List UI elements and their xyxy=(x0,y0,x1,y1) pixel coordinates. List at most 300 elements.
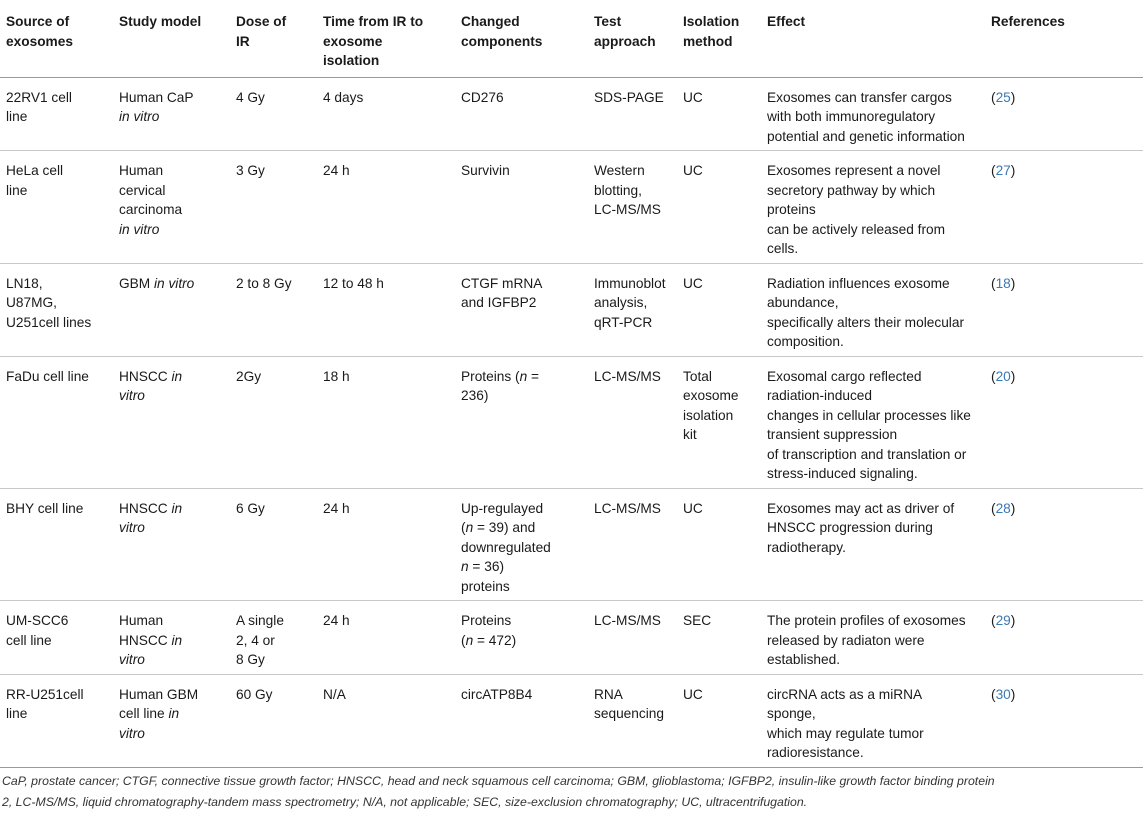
cell-text: ( xyxy=(991,500,996,516)
table-row xyxy=(0,488,1143,601)
italic-text: vitro xyxy=(119,520,145,535)
cell-line xyxy=(236,650,311,670)
cell-line xyxy=(119,650,224,670)
cell-test-approach xyxy=(588,601,677,675)
cell-text: cervical xyxy=(119,182,166,198)
cell-line xyxy=(119,685,224,705)
cell-text: circATP8B4 xyxy=(461,686,533,702)
cell-references xyxy=(985,674,1143,767)
cell-text: ) xyxy=(1010,275,1016,291)
cell-text: Western xyxy=(594,163,645,178)
cell-text: of transcription and translation or xyxy=(767,446,967,462)
header-text: Source of xyxy=(6,14,70,29)
cell-text: Exosomes can transfer cargos xyxy=(767,89,952,105)
cell-text: 4 Gy xyxy=(236,89,265,105)
cell-line xyxy=(683,88,755,108)
cell-test-approach xyxy=(588,77,677,151)
cell-changed-components xyxy=(455,151,588,264)
italic-text: in vitro xyxy=(153,275,195,291)
cell-line xyxy=(991,161,1137,181)
cell-line xyxy=(767,425,979,445)
cell-text: ( xyxy=(991,89,996,105)
cell-text: UC xyxy=(683,500,703,516)
cell-changed-components xyxy=(455,356,588,488)
cell-text: LC-MS/MS xyxy=(594,500,661,516)
cell-study-model xyxy=(113,488,230,601)
cell-text: = 472) xyxy=(473,632,517,648)
cell-text: Exosomes may act as driver of xyxy=(767,500,955,516)
cell-test-approach xyxy=(588,151,677,264)
cell-effect xyxy=(761,674,985,767)
header-text: Test xyxy=(594,14,622,29)
cell-text: 60 Gy xyxy=(236,686,273,702)
cell-line xyxy=(6,499,107,519)
column-header-test-approach xyxy=(588,0,677,77)
cell-line xyxy=(991,685,1137,705)
cell-text: = xyxy=(527,368,539,384)
cell-line xyxy=(236,274,311,294)
reference-link[interactable]: 25 xyxy=(995,89,1011,105)
cell-line xyxy=(683,611,755,631)
cell-text: LC-MS/MS xyxy=(594,202,661,217)
cell-text: sequencing xyxy=(594,706,665,721)
cell-line xyxy=(119,518,224,538)
cell-text: qRT-PCR xyxy=(594,314,653,330)
cell-time-to-isolation xyxy=(317,601,455,675)
cell-text: Proteins xyxy=(461,613,512,628)
cell-dose-of-ir xyxy=(230,356,317,488)
cell-study-model xyxy=(113,151,230,264)
cell-text: RNA xyxy=(594,686,623,702)
cell-study-model xyxy=(113,601,230,675)
cell-effect xyxy=(761,263,985,356)
cell-isolation-method xyxy=(677,356,761,488)
cell-line xyxy=(767,181,979,201)
cell-text: released by radiaton were xyxy=(767,632,925,648)
cell-text: line xyxy=(6,109,28,124)
cell-line xyxy=(6,107,107,127)
cell-changed-components xyxy=(455,77,588,151)
cell-text: UC xyxy=(683,89,703,105)
italic-text: in xyxy=(171,368,183,384)
cell-time-to-isolation xyxy=(317,263,455,356)
cell-text: Proteins ( xyxy=(461,368,520,384)
cell-line xyxy=(461,499,582,519)
cell-line xyxy=(236,88,311,108)
cell-line xyxy=(119,724,224,744)
cell-study-model xyxy=(113,674,230,767)
cell-line xyxy=(6,293,107,313)
cell-text: sponge, xyxy=(767,706,816,721)
italic-text: in xyxy=(171,500,183,516)
cell-text: stress-induced signaling. xyxy=(767,466,918,481)
cell-line xyxy=(767,332,979,352)
cell-text: with both immunoregulatory xyxy=(767,109,936,124)
table-footnote xyxy=(0,771,1135,813)
header-text: approach xyxy=(594,33,656,49)
cell-line xyxy=(767,107,979,127)
column-header-source-of-exosomes xyxy=(0,0,113,77)
cell-text: circRNA acts as a miRNA xyxy=(767,686,923,702)
cell-text: 2 to 8 Gy xyxy=(236,275,292,291)
cell-line xyxy=(767,743,979,763)
cell-changed-components xyxy=(455,488,588,601)
header-text: Time from IR to xyxy=(323,14,424,29)
cell-line xyxy=(991,499,1137,519)
cell-line xyxy=(119,367,224,387)
cell-line xyxy=(119,631,224,651)
cell-line xyxy=(119,611,224,631)
cell-text: FaDu cell line xyxy=(6,368,89,384)
cell-line xyxy=(6,274,107,294)
cell-line xyxy=(767,518,979,538)
column-header-dose-of-ir xyxy=(230,0,317,77)
cell-text: Human CaP xyxy=(119,89,194,105)
cell-line xyxy=(323,88,449,108)
cell-text: U251cell lines xyxy=(6,314,92,330)
cell-study-model xyxy=(113,263,230,356)
cell-line xyxy=(461,557,582,577)
table-row xyxy=(0,601,1143,675)
cell-line xyxy=(767,538,979,558)
cell-text: changes in cellular processes like xyxy=(767,407,971,423)
cell-line xyxy=(119,200,224,220)
cell-text: cell line xyxy=(6,632,52,648)
footnote-line: 2, LC-MS/MS, liquid chromatography-tandem mass spectrometry; N/A, not applicable; SEC, size-exclusion chromatography; UC, ultracentrifugation. xyxy=(2,795,808,809)
cell-text: BHY cell line xyxy=(6,500,84,516)
cell-line xyxy=(767,220,979,240)
cell-references xyxy=(985,151,1143,264)
cell-text: 3 Gy xyxy=(236,163,265,178)
header-text: Study model xyxy=(119,14,202,29)
cell-line xyxy=(236,685,311,705)
cell-references xyxy=(985,263,1143,356)
cell-line xyxy=(6,704,107,724)
italic-text: in vitro xyxy=(119,109,160,124)
cell-line xyxy=(594,313,671,333)
cell-text: LC-MS/MS xyxy=(594,368,661,384)
cell-line xyxy=(767,724,979,744)
header-text: isolation xyxy=(323,53,380,68)
cell-text: HNSCC progression during xyxy=(767,520,933,535)
cell-text: HNSCC xyxy=(119,632,172,648)
reference-link[interactable]: 27 xyxy=(995,163,1011,178)
cell-source-of-exosomes xyxy=(0,356,113,488)
cell-line xyxy=(594,161,671,181)
cell-text: A single xyxy=(236,613,284,628)
cell-text: UC xyxy=(683,163,703,178)
cell-line xyxy=(461,367,582,387)
cell-line xyxy=(119,274,224,294)
cell-line xyxy=(6,313,107,333)
cell-line xyxy=(6,181,107,201)
cell-text: which may regulate tumor xyxy=(767,725,924,741)
cell-line xyxy=(594,293,671,313)
cell-text: SDS-PAGE xyxy=(594,89,664,105)
cell-text: ( xyxy=(991,275,996,291)
reference-link[interactable]: 29 xyxy=(995,613,1011,628)
cell-isolation-method xyxy=(677,488,761,601)
cell-study-model xyxy=(113,356,230,488)
cell-effect xyxy=(761,488,985,601)
cell-text: radioresistance. xyxy=(767,745,864,760)
cell-text: abundance, xyxy=(767,295,839,310)
cell-text: Survivin xyxy=(461,163,510,178)
cell-line xyxy=(119,704,224,724)
cell-line xyxy=(683,425,755,445)
cell-line xyxy=(991,274,1137,294)
cell-line xyxy=(683,386,755,406)
table-header xyxy=(0,0,1143,77)
cell-text: exosome xyxy=(683,388,739,403)
header-text: exosome xyxy=(323,33,383,49)
cell-line xyxy=(323,274,449,294)
italic-text: in xyxy=(168,706,180,721)
reference-link[interactable]: 30 xyxy=(995,686,1011,702)
cell-line xyxy=(767,406,979,426)
cell-text: ) xyxy=(1010,163,1016,178)
cell-isolation-method xyxy=(677,601,761,675)
cell-line xyxy=(6,367,107,387)
cell-line xyxy=(323,685,449,705)
cell-text: can be actively released from xyxy=(767,221,946,237)
italic-text: n xyxy=(465,520,474,535)
cell-line xyxy=(767,386,979,406)
cell-line xyxy=(767,499,979,519)
cell-line xyxy=(6,88,107,108)
column-header-time-to-isolation xyxy=(317,0,455,77)
cell-line xyxy=(461,685,582,705)
cell-changed-components xyxy=(455,601,588,675)
column-header-effect xyxy=(761,0,985,77)
cell-text: 24 h xyxy=(323,163,350,178)
cell-text: SEC xyxy=(683,613,712,628)
cell-line xyxy=(323,611,449,631)
cell-dose-of-ir xyxy=(230,151,317,264)
cell-line xyxy=(767,274,979,294)
cell-text: UC xyxy=(683,686,703,702)
cell-references xyxy=(985,488,1143,601)
reference-link[interactable]: 20 xyxy=(995,368,1011,384)
cell-text: composition. xyxy=(767,334,844,349)
cell-text: LC-MS/MS xyxy=(594,613,661,628)
cell-line xyxy=(594,499,671,519)
cell-test-approach xyxy=(588,263,677,356)
header-text: Effect xyxy=(767,14,806,29)
cell-text: GBM xyxy=(119,275,154,291)
cell-line xyxy=(594,685,671,705)
cell-test-approach xyxy=(588,356,677,488)
cell-line xyxy=(236,367,311,387)
cell-line xyxy=(594,367,671,387)
header-text: References xyxy=(991,14,1065,29)
cell-text: ) xyxy=(1010,89,1016,105)
cell-line xyxy=(119,386,224,406)
table-body xyxy=(0,77,1143,767)
cell-text: CD276 xyxy=(461,89,504,105)
cell-line xyxy=(683,274,755,294)
cell-line xyxy=(236,631,311,651)
cell-text: cell line xyxy=(119,706,169,721)
cell-source-of-exosomes xyxy=(0,151,113,264)
cell-text: 22RV1 cell xyxy=(6,89,72,105)
cell-text: downregulated xyxy=(461,539,551,555)
cell-line xyxy=(461,293,582,313)
cell-text: ( xyxy=(991,686,996,702)
cell-line xyxy=(6,161,107,181)
cell-line xyxy=(767,293,979,313)
table-row xyxy=(0,77,1143,151)
cell-line xyxy=(767,704,979,724)
cell-text: radiotherapy. xyxy=(767,539,846,555)
cell-changed-components xyxy=(455,674,588,767)
cell-line xyxy=(119,220,224,240)
cell-text: Human xyxy=(119,163,164,178)
cell-text: line xyxy=(6,706,28,721)
cell-line xyxy=(767,313,979,333)
cell-text: potential and genetic information xyxy=(767,128,965,144)
cell-text: HNSCC xyxy=(119,500,172,516)
cell-test-approach xyxy=(588,488,677,601)
cell-line xyxy=(119,181,224,201)
cell-text: ( xyxy=(991,613,996,628)
cell-line xyxy=(236,499,311,519)
cell-line xyxy=(594,704,671,724)
cell-isolation-method xyxy=(677,263,761,356)
cell-text: LN18, xyxy=(6,275,43,291)
cell-line xyxy=(767,88,979,108)
cell-text: UM-SCC6 xyxy=(6,613,69,628)
cell-text: Exosomal cargo reflected xyxy=(767,368,922,384)
cell-text: Radiation influences exosome xyxy=(767,275,950,291)
italic-text: in vitro xyxy=(119,221,160,237)
cell-effect xyxy=(761,601,985,675)
reference-link[interactable]: 28 xyxy=(995,500,1011,516)
cell-text: and IGFBP2 xyxy=(461,295,537,310)
cell-text: established. xyxy=(767,652,841,667)
cell-text: 24 h xyxy=(323,500,350,516)
cell-source-of-exosomes xyxy=(0,263,113,356)
cell-line xyxy=(461,274,582,294)
cell-line xyxy=(594,611,671,631)
cell-text: line xyxy=(6,182,28,198)
cell-study-model xyxy=(113,77,230,151)
cell-text: 12 to 48 h xyxy=(323,275,384,291)
cell-line xyxy=(683,499,755,519)
cell-time-to-isolation xyxy=(317,77,455,151)
cell-text: carcinoma xyxy=(119,202,183,217)
cell-text: blotting, xyxy=(594,182,642,198)
cell-line xyxy=(767,445,979,465)
header-text: method xyxy=(683,33,733,49)
column-header-changed-components xyxy=(455,0,588,77)
cell-isolation-method xyxy=(677,77,761,151)
cell-text: 18 h xyxy=(323,368,350,384)
italic-text: vitro xyxy=(119,388,145,403)
cell-line xyxy=(323,161,449,181)
cell-text: ) xyxy=(1010,686,1016,702)
cell-dose-of-ir xyxy=(230,77,317,151)
cell-line xyxy=(991,88,1137,108)
cell-line xyxy=(236,161,311,181)
cell-text: CTGF mRNA xyxy=(461,275,543,291)
cell-text: Exosomes represent a novel xyxy=(767,163,941,178)
cell-text: radiation-induced xyxy=(767,388,873,403)
cell-line xyxy=(991,611,1137,631)
cell-text: 24 h xyxy=(323,613,350,628)
cell-text: ) xyxy=(1010,500,1016,516)
cell-text: analysis, xyxy=(594,295,648,310)
cell-effect xyxy=(761,77,985,151)
cell-text: HNSCC xyxy=(119,368,172,384)
cell-line xyxy=(461,577,582,597)
cell-line xyxy=(767,161,979,181)
cell-line xyxy=(767,464,979,484)
cell-text: = 39) and xyxy=(473,520,536,535)
italic-text: n xyxy=(465,632,474,648)
cell-isolation-method xyxy=(677,151,761,264)
cell-line xyxy=(6,631,107,651)
cell-text: proteins xyxy=(767,202,816,217)
cell-line xyxy=(767,239,979,259)
header-text: IR xyxy=(236,33,250,49)
header-text: components xyxy=(461,33,543,49)
cell-line xyxy=(323,367,449,387)
cell-text: secretory pathway by which xyxy=(767,182,936,198)
reference-link[interactable]: 18 xyxy=(995,275,1011,291)
cell-line xyxy=(461,88,582,108)
cell-references xyxy=(985,77,1143,151)
cell-line xyxy=(119,161,224,181)
italic-text: vitro xyxy=(119,725,145,741)
header-text: exosomes xyxy=(6,33,73,49)
cell-text: 2, 4 or xyxy=(236,632,275,648)
cell-text: proteins xyxy=(461,578,510,594)
cell-line xyxy=(594,181,671,201)
cell-text: 4 days xyxy=(323,89,364,105)
column-header-study-model xyxy=(113,0,230,77)
cell-text: Up-regulayed xyxy=(461,500,544,516)
cell-text: RR-U251cell xyxy=(6,686,84,702)
cell-source-of-exosomes xyxy=(0,77,113,151)
cell-line xyxy=(767,127,979,147)
cell-line xyxy=(683,406,755,426)
cell-text: ) xyxy=(1010,368,1016,384)
cell-line xyxy=(461,631,582,651)
cell-text: ( xyxy=(991,163,996,178)
cell-line xyxy=(767,631,979,651)
cell-text: = 36) xyxy=(468,559,505,574)
cell-line xyxy=(767,685,979,705)
cell-line xyxy=(767,200,979,220)
cell-changed-components xyxy=(455,263,588,356)
cell-text: kit xyxy=(683,427,697,442)
cell-text: HeLa cell xyxy=(6,163,64,178)
cell-line xyxy=(119,499,224,519)
italic-text: n xyxy=(461,559,469,574)
cell-time-to-isolation xyxy=(317,488,455,601)
cell-text: Human GBM xyxy=(119,686,199,702)
cell-source-of-exosomes xyxy=(0,674,113,767)
cell-dose-of-ir xyxy=(230,601,317,675)
cell-text: transient suppression xyxy=(767,427,898,442)
cell-text: The protein profiles of exosomes xyxy=(767,613,966,628)
cell-line xyxy=(323,499,449,519)
cell-line xyxy=(6,611,107,631)
cell-test-approach xyxy=(588,674,677,767)
cell-text: specifically alters their molecular xyxy=(767,314,965,330)
cell-text: ( xyxy=(991,368,996,384)
